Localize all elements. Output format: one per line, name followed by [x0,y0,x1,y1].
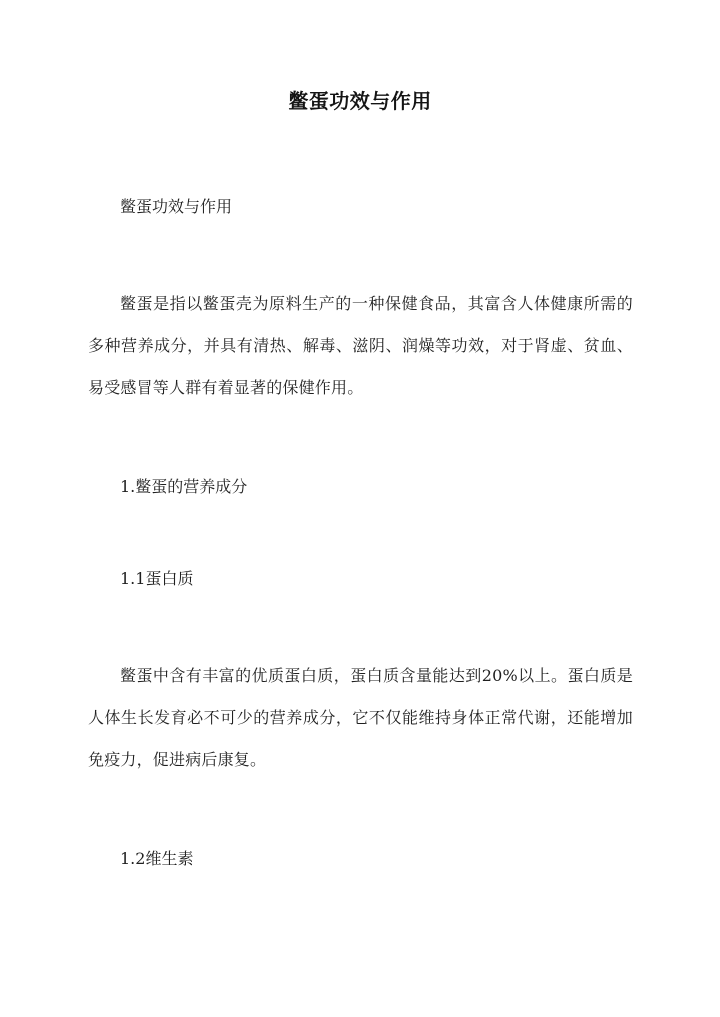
section-heading-nutrition: 1.鳖蛋的营养成分 [120,477,248,496]
section-heading-protein: 1.1蛋白质 [120,569,194,588]
intro-heading: 鳖蛋功效与作用 [120,197,233,216]
intro-paragraph: 鳖蛋是指以鳖蛋壳为原料生产的一种保健食品，其富含人体健康所需的多种营养成分，并具有清热、解毒、滋阴、润燥等功效，对于肾虚、贫血、易受感冒等人群有着显著的保健作用。 [88,294,633,397]
document-title: 鳖蛋功效与作用 [288,89,432,113]
section-heading-vitamins: 1.2维生素 [120,849,194,868]
protein-paragraph: 鳖蛋中含有丰富的优质蛋白质，蛋白质含量能达到20%以上。蛋白质是人体生长发育必不可少的营养成分，它不仅能维持身体正常代谢，还能增加免疫力，促进病后康复。 [88,666,633,769]
